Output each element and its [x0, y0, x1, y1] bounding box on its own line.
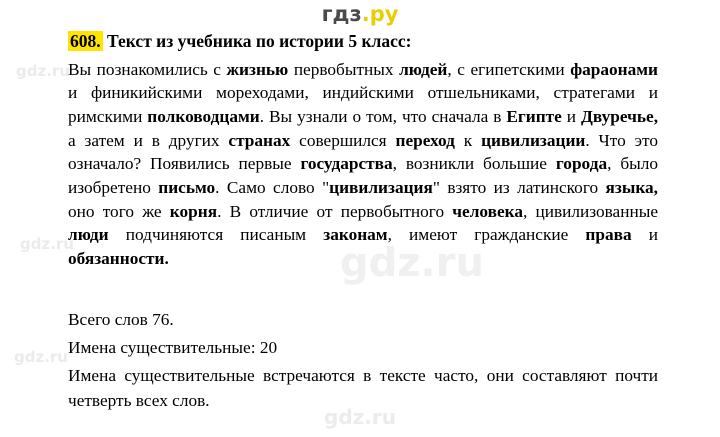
watermark-small-3: gdz.ru	[14, 348, 68, 366]
task-paragraph: Вы познакомились с жизнью первобытных людей, с египетскими фараонами и финикийскими мореходами, индийскими отшельниками, стратегами и римскими полководцами. Вы узнали о том, что сначала в Египте и Двуречье, а затем и в других странах совершился переход к цивилизации. Что это означало? Появились первые государства, возникли большие города, было изобретено письмо. Само слово "цивилизация" взято из латинского языка, оно того же корня. В отличие от первобытного человека, цивилизованные люди подчиняются писаным законам, имеют гражданские права и обязанности.	[68, 59, 659, 269]
task-heading	[68, 30, 658, 54]
task-title: Текст из учебника по истории 5 класс:	[107, 31, 412, 51]
site-logo-text: гдз	[321, 2, 362, 26]
site-logo-accent: .ру	[361, 2, 399, 26]
answer-total-words: Всего слов 76.	[68, 309, 174, 329]
task-content	[68, 30, 658, 416]
answer-block	[68, 307, 658, 413]
answer-conclusion: Имена существительные встречаются в тексте часто, они составляют почти четверть всех слов.	[68, 365, 658, 411]
watermark-small-1: gdz.ru	[16, 62, 70, 80]
site-logo	[322, 2, 399, 26]
watermark-bottom: gdz.ru	[324, 405, 396, 429]
watermark-small-2: gdz.ru	[20, 235, 74, 253]
answer-nouns-count: Имена существительные: 20	[68, 337, 278, 357]
task-number: 608.	[70, 31, 101, 51]
watermark-big: gdz.ru	[340, 240, 484, 286]
